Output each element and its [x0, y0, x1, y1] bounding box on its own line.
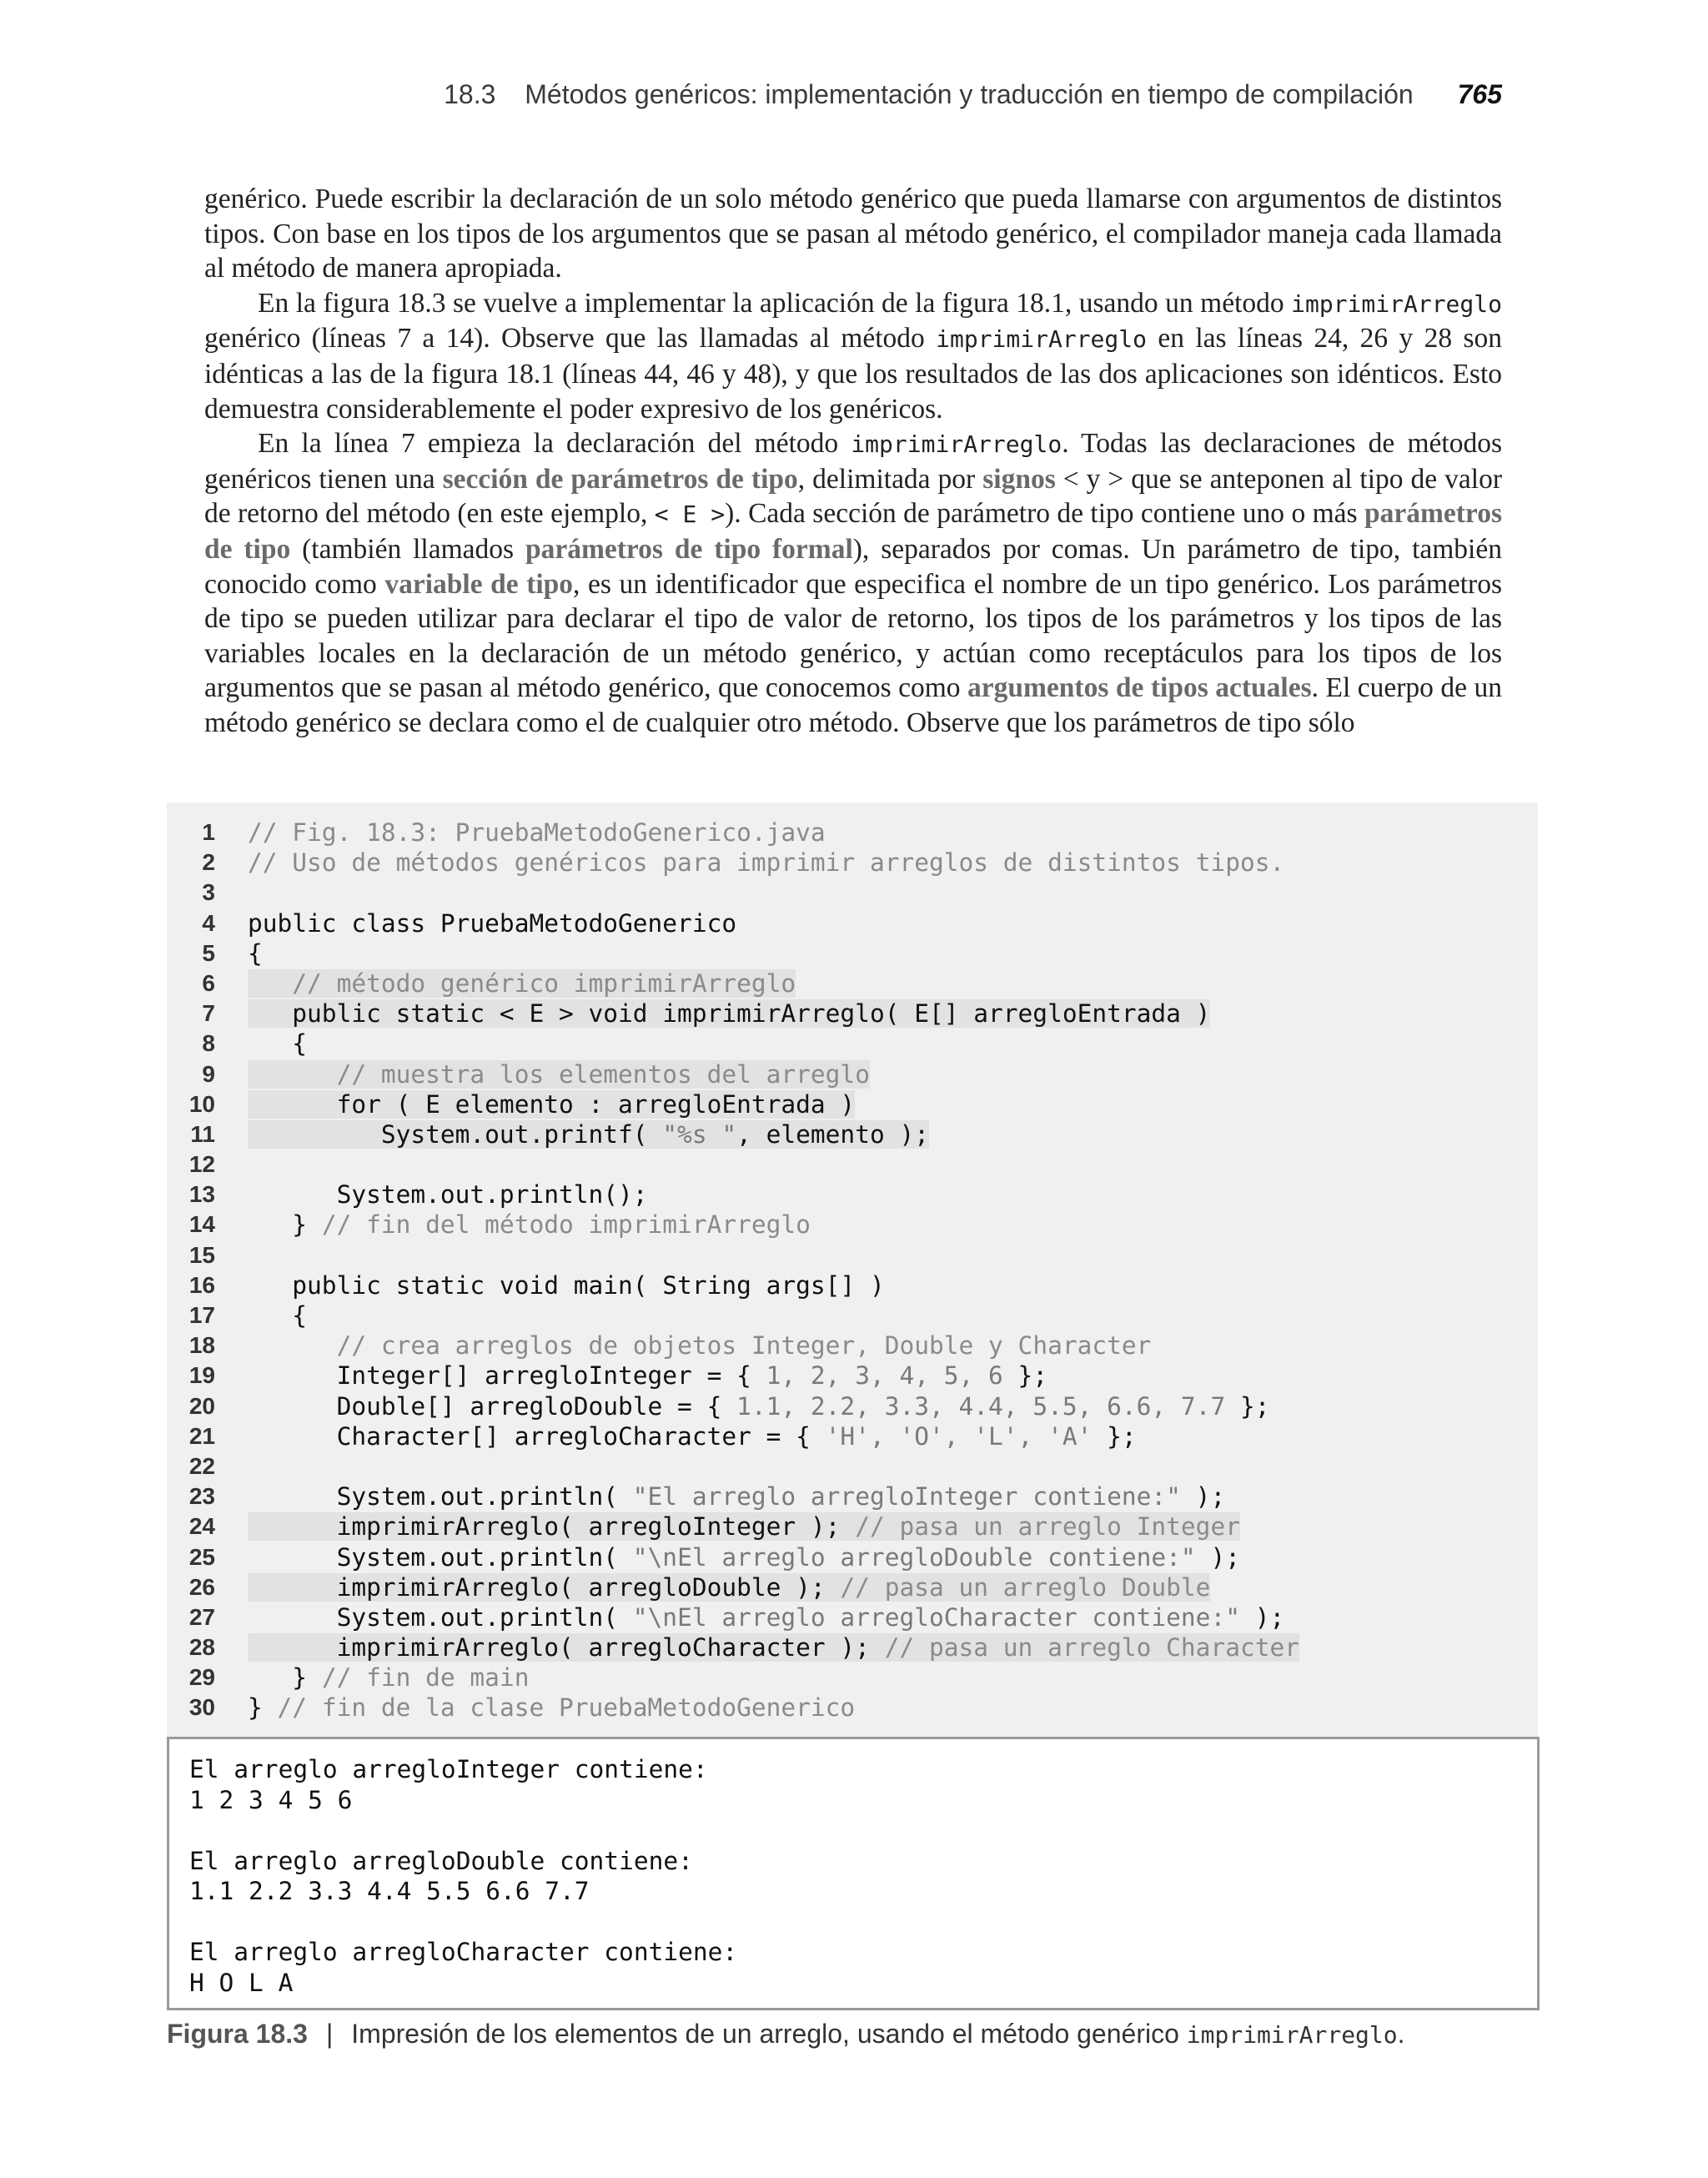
code-token: System.out.println( [248, 1542, 633, 1572]
paragraph-1: genérico. Puede escribir la declaración de un solo método genérico que pueda llamarse con argumentos de distintos tipos. Con base en los tipos de los argumentos que se pasan al método genérico, el compilador maneja cada llamada al método de manera apropiada. [204, 184, 1502, 284]
key-term: variable de tipo [384, 568, 574, 600]
caption-end: . [1397, 2019, 1405, 2049]
inline-code: imprimirArreglo [936, 325, 1147, 354]
code-content [248, 939, 263, 968]
key-term: parámetros de tipo [204, 498, 1502, 565]
code-line [167, 1602, 1538, 1632]
code-line [167, 1361, 1538, 1391]
code-line [167, 1270, 1538, 1300]
code-token: }; [1225, 1391, 1270, 1421]
code-token: { [248, 938, 263, 968]
code-line [167, 1512, 1538, 1542]
inline-code: imprimirArreglo [1291, 289, 1502, 318]
code-content [248, 1603, 1284, 1632]
code-content [248, 848, 1284, 877]
line-number: 26 [188, 1573, 215, 1600]
code-text [248, 1572, 1210, 1602]
line-number: 10 [188, 1090, 215, 1117]
text-run: En la línea 7 empieza la declaración del método [258, 428, 851, 460]
code-text [248, 1059, 870, 1089]
body-text [204, 182, 1502, 741]
code-comment: // pasa un arreglo Character [884, 1633, 1299, 1662]
code-line [167, 1330, 1538, 1361]
code-line [167, 1421, 1538, 1451]
code-token: ); [1180, 1482, 1226, 1512]
caption-text: Impresión de los elementos de un arreglo, usando el método genérico [351, 2019, 1187, 2049]
key-term: parámetros de tipo formal [525, 533, 853, 565]
line-number: 28 [188, 1634, 215, 1661]
figure-caption [167, 2019, 1405, 2050]
code-literal: "%s " [662, 1119, 737, 1149]
line-number: 18 [188, 1332, 215, 1359]
code-literal: 1, 2, 3, 4, 5, 6 [766, 1361, 1003, 1391]
text-run: En la figura 18.3 se vuelve a implementar la aplicación de la figura 18.1, usando un método [258, 287, 1292, 319]
text-run: , delimitada por [797, 463, 983, 495]
section-number: 18.3 [444, 79, 496, 109]
key-term: sección de parámetros de tipo [442, 463, 798, 495]
code-text [248, 1361, 1047, 1391]
line-number: 2 [202, 849, 215, 876]
line-number: 12 [188, 1151, 215, 1178]
code-line [167, 968, 1538, 998]
section-title: Métodos genéricos: implementación y traducción en tiempo de compilación [525, 79, 1414, 109]
code-token: public class PruebaMetodoGenerico [248, 908, 737, 938]
code-token: System.out.println( [248, 1602, 633, 1632]
code-token [248, 969, 292, 998]
text-run: genérico (líneas 7 a 14). Observe que las llamadas al método [204, 323, 937, 355]
code-line [167, 1059, 1538, 1089]
code-token: } [248, 1693, 278, 1723]
output-line [169, 1815, 1537, 1846]
code-comment: // fin del método imprimirArreglo [321, 1210, 811, 1240]
inline-code: imprimirArreglo [851, 430, 1062, 459]
code-line [167, 1119, 1538, 1149]
code-text [248, 908, 736, 938]
code-text [248, 998, 1210, 1029]
code-token: System.out.printf( [248, 1119, 663, 1149]
line-number: 16 [188, 1271, 215, 1298]
text-run: (también llamados [290, 533, 525, 565]
text-run: en las líneas 24, 26 y 28 son idénticas a las de la figura 18.1 (líneas 44, 46 y 48), y que los resultados de las dos aplicaciones son idénticos. Esto demuestra considerablemente el poder expresivo de los genéricos. [204, 323, 1502, 425]
code-content [248, 1331, 1151, 1360]
page-number: 765 [1457, 79, 1502, 109]
line-number: 24 [188, 1513, 215, 1540]
code-line [167, 1572, 1538, 1602]
code-line [167, 1180, 1538, 1210]
code-content [248, 1210, 811, 1239]
code-comment: // Fig. 18.3: PruebaMetodoGenerico.java [248, 818, 826, 847]
code-token: Integer[] arregloInteger = { [248, 1361, 766, 1391]
code-token: } [248, 1663, 322, 1693]
code-token: { [248, 1029, 308, 1059]
output-line: El arreglo arregloInteger contiene: [189, 1755, 708, 1783]
code-comment: // crea arreglos de objetos Integer, Double y Character [336, 1331, 1152, 1361]
line-number: 5 [202, 939, 215, 966]
line-number: 9 [202, 1060, 215, 1087]
code-line [167, 1481, 1538, 1512]
code-token [248, 1060, 337, 1089]
line-number: 25 [188, 1543, 215, 1570]
code-token: imprimirArreglo( arregloCharacter ); [248, 1633, 885, 1662]
line-number: 11 [190, 1120, 215, 1147]
code-content [248, 1392, 1270, 1421]
code-text [248, 817, 826, 848]
code-text [248, 968, 796, 998]
output-line: 1.1 2.2 3.3 4.4 5.5 6.6 7.7 [189, 1877, 590, 1905]
output-line: H O L A [189, 1968, 294, 1997]
code-content [248, 999, 1210, 1028]
code-token: public static void main( String args[] ) [248, 1270, 885, 1300]
code-literal: "El arreglo arregloInteger contiene:" [632, 1482, 1181, 1512]
code-content [248, 1573, 1210, 1602]
code-token: }; [1002, 1361, 1048, 1391]
code-content [248, 818, 826, 847]
output-line: 1 2 3 4 5 6 [189, 1785, 353, 1814]
code-text [248, 1512, 1240, 1542]
text-run: . El cuerpo de un método genérico se declara como el de cualquier otro método. Observe que los parámetros de tipo sólo [204, 672, 1502, 738]
code-token: for ( E elemento : arregloEntrada ) [248, 1089, 856, 1119]
key-term: signos [982, 463, 1056, 495]
line-number: 23 [188, 1483, 215, 1510]
line-number: 29 [188, 1664, 215, 1691]
code-text [248, 1210, 811, 1240]
code-literal: "\nEl arreglo arregloCharacter contiene:" [632, 1602, 1240, 1632]
code-text [248, 1542, 1240, 1572]
code-content [248, 1633, 1299, 1662]
code-token [248, 1331, 337, 1360]
text-run: < y > que se anteponen al tipo de valor de retorno del método (en este ejemplo, [204, 463, 1502, 530]
code-token: ); [1195, 1542, 1240, 1572]
line-number: 13 [188, 1181, 215, 1208]
code-literal: 1.1, 2.2, 3.3, 4.4, 5.5, 6.6, 7.7 [736, 1391, 1226, 1421]
code-line [167, 1391, 1538, 1421]
code-content [248, 909, 736, 938]
code-token: { [248, 1301, 308, 1330]
code-text [248, 848, 1284, 878]
code-text [248, 1029, 307, 1059]
code-literal: "\nEl arreglo arregloDouble contiene:" [632, 1542, 1196, 1572]
figure-label: Figura 18.3 [167, 2019, 308, 2049]
code-content [248, 1271, 885, 1300]
line-number: 30 [188, 1694, 215, 1721]
code-line [167, 1632, 1538, 1662]
code-content [248, 1512, 1240, 1541]
code-content [248, 1301, 307, 1330]
line-number: 22 [188, 1452, 215, 1479]
code-token: Character[] arregloCharacter = { [248, 1421, 826, 1451]
code-text [248, 1391, 1270, 1421]
code-token: imprimirArreglo( arregloInteger ); [248, 1512, 856, 1542]
code-text [248, 1632, 1299, 1662]
code-token: Double[] arregloDouble = { [248, 1391, 737, 1421]
caption-code: imprimirArreglo [1186, 2021, 1398, 2049]
caption-separator: | [325, 2019, 334, 2049]
code-content [248, 1422, 1137, 1451]
code-content [248, 1543, 1240, 1572]
code-text [248, 938, 263, 968]
code-content [248, 1029, 307, 1058]
code-content [248, 1482, 1225, 1511]
code-line [167, 1300, 1538, 1330]
code-line [167, 1662, 1538, 1693]
code-token: , elemento ); [736, 1119, 929, 1149]
code-text [248, 1180, 648, 1210]
code-comment: // muestra los elementos del arreglo [336, 1059, 870, 1089]
code-line [167, 938, 1538, 968]
code-line [167, 1149, 1538, 1180]
line-number: 1 [202, 819, 215, 845]
line-number: 8 [202, 1030, 215, 1057]
output-lines [169, 1739, 1537, 1998]
code-content [248, 1180, 648, 1209]
code-content [248, 1090, 855, 1119]
line-number: 20 [188, 1392, 215, 1419]
paragraph-2 [204, 286, 1502, 426]
program-output [167, 1737, 1540, 2010]
code-text [248, 1330, 1151, 1361]
code-comment: // fin de main [321, 1663, 530, 1693]
code-text [248, 1602, 1284, 1632]
line-number: 7 [202, 1000, 215, 1027]
code-token: ); [1239, 1602, 1285, 1632]
code-token: } [248, 1210, 322, 1240]
code-line [167, 908, 1538, 938]
code-line [167, 998, 1538, 1029]
code-comment: // fin de la clase PruebaMetodoGenerico [277, 1693, 856, 1723]
paragraph-3 [204, 426, 1502, 740]
code-comment: // método genérico imprimirArreglo [292, 968, 796, 998]
code-text [248, 1270, 885, 1300]
code-text [248, 1481, 1225, 1512]
code-comment: // Uso de métodos genéricos para imprimir arreglos de distintos tipos. [248, 848, 1285, 878]
code-line [167, 1029, 1538, 1059]
code-text [248, 1421, 1137, 1451]
code-text [248, 1089, 855, 1119]
running-header [0, 79, 1502, 110]
output-line: El arreglo arregloCharacter contiene: [189, 1938, 738, 1966]
code-token: }; [1092, 1421, 1137, 1451]
code-token: System.out.println(); [248, 1180, 648, 1210]
code-content [248, 1663, 529, 1692]
code-text [248, 1662, 529, 1693]
code-content [248, 969, 796, 998]
line-number: 15 [188, 1241, 215, 1268]
code-listing [167, 802, 1538, 1737]
text-run: . Todas las declaraciones de métodos genéricos tienen una [204, 428, 1502, 495]
code-comment: // pasa un arreglo Double [840, 1572, 1211, 1602]
code-lines [167, 817, 1538, 1723]
code-line [167, 848, 1538, 878]
text-run: ), separados por comas. Un parámetro de tipo, también conocido como [204, 533, 1502, 600]
code-line [167, 1451, 1538, 1481]
code-text [248, 1693, 855, 1723]
line-number: 27 [188, 1603, 215, 1630]
code-content [248, 1120, 929, 1149]
code-content [248, 1693, 855, 1722]
line-number: 14 [188, 1211, 215, 1238]
line-number: 21 [188, 1422, 215, 1449]
code-line [167, 1240, 1538, 1270]
text-run: , es un identificador que especifica el nombre de un tipo genérico. Los parámetros de tipo se pueden utilizar para declarar el tipo de valor de retorno, los tipos de los parámetros y los tipos de las variables locales en la declaración de un método genérico, y actúan como receptáculos para los tipos de los argumentos que se pasan al método genérico, que conocemos como [204, 568, 1502, 704]
code-text [248, 1300, 307, 1330]
line-number: 19 [188, 1362, 215, 1389]
code-line [167, 1693, 1538, 1723]
line-number: 17 [188, 1302, 215, 1328]
code-comment: // pasa un arreglo Integer [855, 1512, 1240, 1542]
key-term: argumentos de tipos actuales [967, 672, 1312, 704]
code-line [167, 1210, 1538, 1240]
code-token: public static < E > void imprimirArreglo( E[] arregloEntrada ) [248, 999, 1211, 1029]
line-number: 3 [202, 879, 215, 906]
code-content [248, 1361, 1047, 1390]
code-line [167, 817, 1538, 848]
output-line [169, 1907, 1537, 1938]
output-line: El arreglo arregloDouble contiene: [189, 1846, 693, 1875]
code-content [248, 1060, 870, 1089]
code-text [248, 1119, 929, 1149]
code-literal: 'H', 'O', 'L', 'A' [825, 1421, 1093, 1451]
text-run: ). Cada sección de parámetro de tipo contiene uno o más [725, 498, 1364, 530]
code-line [167, 1089, 1538, 1119]
code-line [167, 1542, 1538, 1572]
code-token: System.out.println( [248, 1482, 633, 1512]
line-number: 6 [202, 969, 215, 996]
line-number: 4 [202, 909, 215, 936]
code-token: imprimirArreglo( arregloDouble ); [248, 1572, 841, 1602]
inline-code: < E > [654, 500, 726, 529]
code-line [167, 878, 1538, 908]
